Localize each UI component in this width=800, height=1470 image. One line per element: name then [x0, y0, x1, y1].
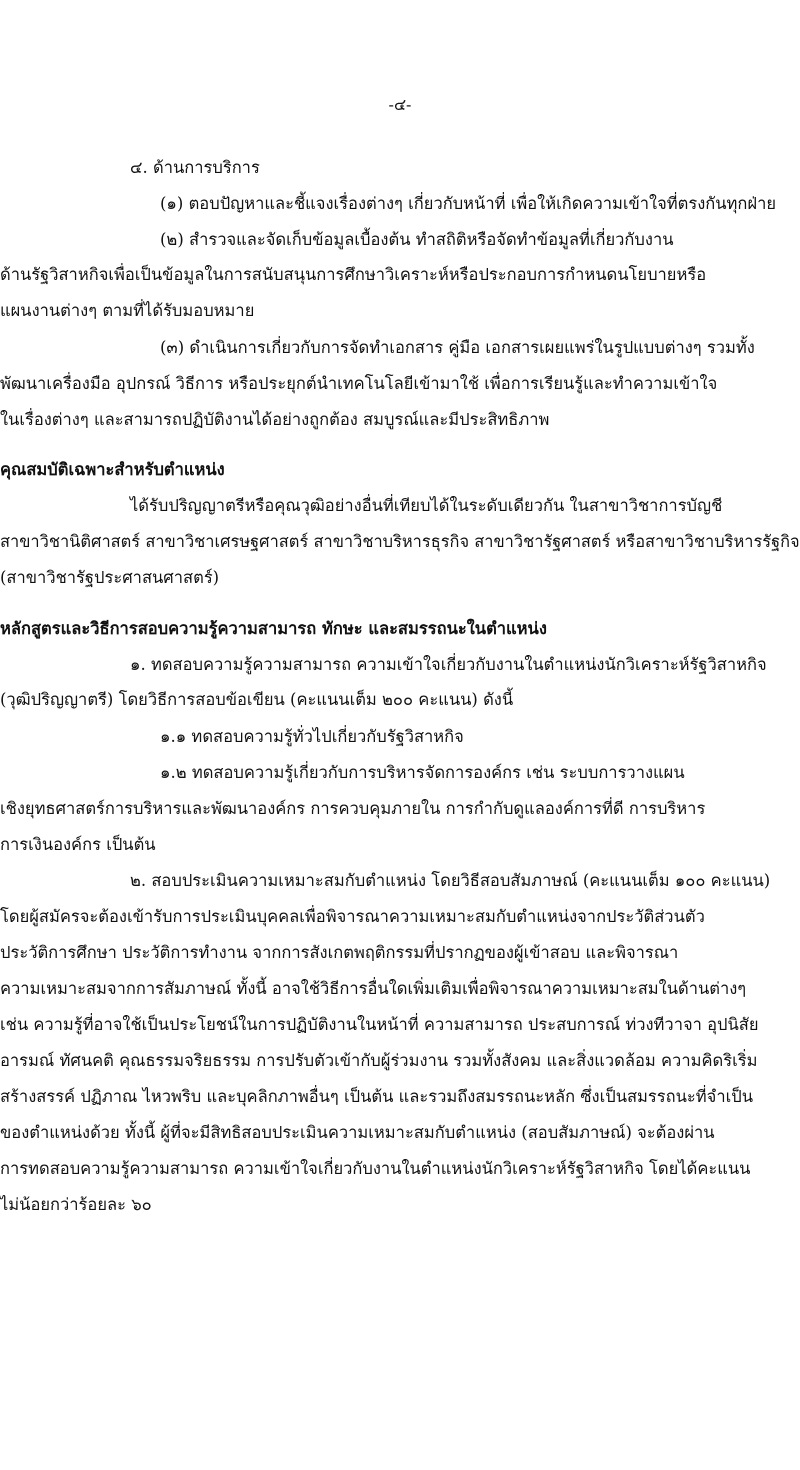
exam-p2-line-10: ไม่น้อยกว่าร้อยละ ๖๐: [0, 1195, 152, 1214]
exam-p2-line-4: ความเหมาะสมจากการสัมภาษณ์ ทั้งนี้ อาจใช้วิธีการอื่นใดเพิ่มเติมเพื่อพิจารณาความเหมาะสมในด้านต่างๆ: [0, 979, 747, 998]
exam-p2-line-8: ของตำแหน่งด้วย ทั้งนี้ ผู้ที่จะมีสิทธิสอบประเมินความเหมาะสมกับตำแหน่ง (สอบสัมภาษณ์) จะต้องผ่าน: [0, 1123, 715, 1142]
service-item-1: (๑) ตอบปัญหาและชี้แจงเรื่องต่างๆ เกี่ยวกับหน้าที่ เพื่อให้เกิดความเข้าใจที่ตรงกันทุกฝ่าย: [160, 194, 777, 213]
exam-p1-line-2: (วุฒิปริญญาตรี) โดยวิธีการสอบข้อเขียน (คะแนนเต็ม ๒๐๐ คะแนน) ดังนี้: [0, 690, 514, 709]
exam-p1-line-1: ๑. ทดสอบความรู้ความสามารถ ความเข้าใจเกี่ยวกับงานในตำแหน่งนักวิเคราะห์รัฐวิสาหกิจ: [130, 655, 767, 674]
qualifications-line-3: (สาขาวิชารัฐประศาสนศาสตร์): [0, 568, 220, 587]
service-item-2-line-2: ด้านรัฐวิสาหกิจเพื่อเป็นข้อมูลในการสนับสนุนการศึกษาวิเคราะห์หรือประกอบการกำหนดนโยบายหรือ: [0, 265, 707, 284]
exam-p2-line-7: สร้างสรรค์ ปฏิภาณ ไหวพริบ และบุคลิกภาพอื่นๆ เป็นต้น และรวมถึงสมรรถนะหลัก ซึ่งเป็นสมรรถนะที่จำเป็น: [0, 1087, 753, 1106]
exam-p1-1: ๑.๑ ทดสอบความรู้ทั่วไปเกี่ยวกับรัฐวิสาหกิจ: [160, 727, 464, 746]
service-item-3-line-2: พัฒนาเครื่องมือ อุปกรณ์ วิธีการ หรือประยุกต์นำเทคโนโลยีเข้ามาใช้ เพื่อการเรียนรู้และทำความเข้าใจ: [0, 374, 718, 393]
qualifications-line-2: สาขาวิชานิติศาสตร์ สาขาวิชาเศรษฐศาสตร์ สาขาวิชาบริหารธุรกิจ สาขาวิชารัฐศาสตร์ หรือสาขาวิชาบริหารรัฐกิจ: [0, 532, 800, 551]
exam-p2-line-9: การทดสอบความรู้ความสามารถ ความเข้าใจเกี่ยวกับงานในตำแหน่งนักวิเคราะห์รัฐวิสาหกิจ โดยได้คะแนน: [0, 1159, 751, 1178]
exam-p2-line-6: อารมณ์ ทัศนคติ คุณธรรมจริยธรรม การปรับตัวเข้ากับผู้ร่วมงาน รวมทั้งสังคม และสิ่งแวดล้อม ความคิดริเริ่ม: [0, 1051, 758, 1070]
exam-p1-2-line-2: เชิงยุทธศาสตร์การบริหารและพัฒนาองค์กร การควบคุมภายใน การกำกับดูแลองค์การที่ดี การบริหาร: [0, 799, 706, 818]
service-item-2-line-1: (๒) สำรวจและจัดเก็บข้อมูลเบื้องต้น ทำสถิติหรือจัดทำข้อมูลที่เกี่ยวกับงาน: [160, 230, 674, 249]
service-item-2-line-3: แผนงานต่างๆ ตามที่ได้รับมอบหมาย: [0, 301, 255, 320]
exam-p2-line-2: โดยผู้สมัครจะต้องเข้ารับการประเมินบุคคลเพื่อพิจารณาความเหมาะสมกับตำแหน่งจากประวัติส่วนตัว: [0, 907, 705, 926]
exam-p1-2-line-3: การเงินองค์กร เป็นต้น: [0, 835, 156, 854]
service-item-3-line-3: ในเรื่องต่างๆ และสามารถปฏิบัติงานได้อย่างถูกต้อง สมบูรณ์และมีประสิทธิภาพ: [0, 410, 550, 429]
exam-p2-line-5: เช่น ความรู้ที่อาจใช้เป็นประโยชน์ในการปฏิบัติงานในหน้าที่ ความสามารถ ประสบการณ์ ท่วงทีวาจา อุปนิสัย: [0, 1015, 759, 1034]
qualifications-heading: คุณสมบัติเฉพาะสำหรับตำแหน่ง: [0, 460, 225, 479]
page-number: -๔-: [388, 95, 412, 114]
qualifications-line-1: ได้รับปริญญาตรีหรือคุณวุฒิอย่างอื่นที่เทียบได้ในระดับเดียวกัน ในสาขาวิชาการบัญชี: [130, 496, 723, 515]
service-heading: ๔. ด้านการบริการ: [130, 158, 260, 177]
exam-p1-2-line-1: ๑.๒ ทดสอบความรู้เกี่ยวกับการบริหารจัดการองค์กร เช่น ระบบการวางแผน: [160, 763, 685, 782]
service-item-3-line-1: (๓) ดำเนินการเกี่ยวกับการจัดทำเอกสาร คู่มือ เอกสารเผยแพร่ในรูปแบบต่างๆ รวมทั้ง: [160, 338, 755, 357]
exam-p2-line-1: ๒. สอบประเมินความเหมาะสมกับตำแหน่ง โดยวิธีสอบสัมภาษณ์ (คะแนนเต็ม ๑๐๐ คะแนน): [130, 871, 771, 890]
exam-p2-line-3: ประวัติการศึกษา ประวัติการทำงาน จากการสังเกตพฤติกรรมที่ปรากฏของผู้เข้าสอบ และพิจารณา: [0, 943, 679, 962]
exam-heading: หลักสูตรและวิธีการสอบความรู้ความสามารถ ทักษะ และสมรรถนะในตำแหน่ง: [0, 619, 547, 638]
